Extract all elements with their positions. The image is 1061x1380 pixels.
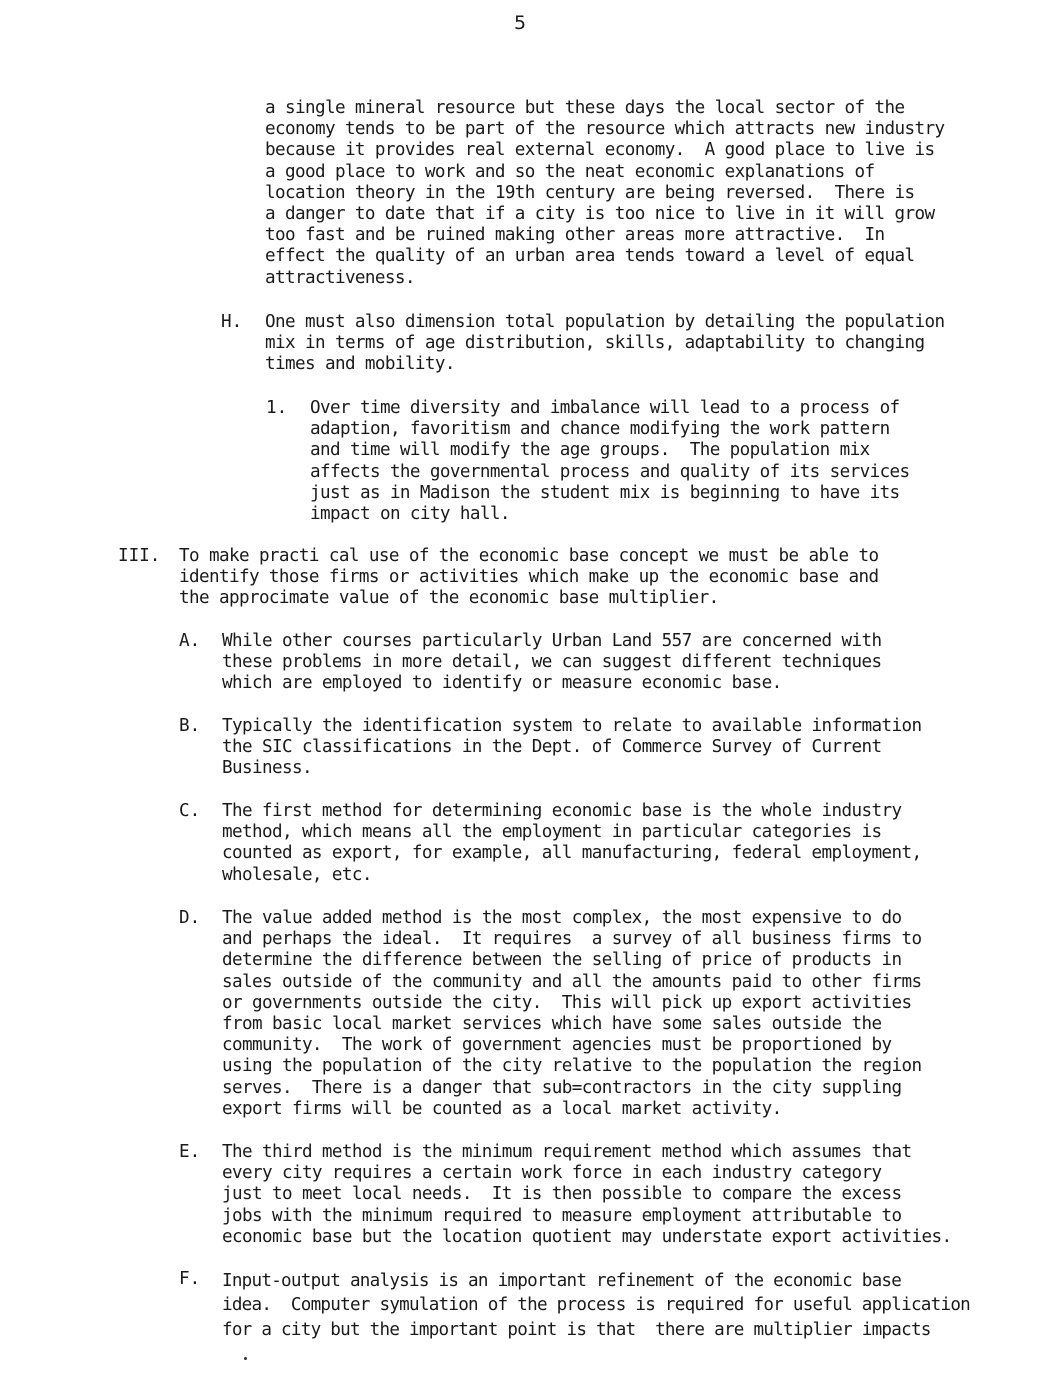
text-line: which are employed to identify or measure economic base. [222, 673, 782, 694]
text-line: To make practi cal use of the economic base concept we must be able to [179, 546, 879, 566]
item-marker-b: B. [179, 716, 201, 736]
text-line: Business. [222, 758, 312, 779]
text-line: just to meet local needs. It is then possible to compare the excess [222, 1184, 902, 1205]
section-marker-iii: III. [118, 546, 161, 566]
item-b-paragraph [222, 716, 921, 780]
item-d-paragraph [222, 908, 921, 1120]
item-marker-a: A. [179, 631, 201, 651]
text-line: or governments outside the city. This will pick up export activities [222, 992, 912, 1013]
scan-speck [244, 1357, 247, 1360]
text-line: from basic local market services which have some sales outside the [222, 1014, 882, 1035]
item-f-paragraph [222, 1269, 970, 1342]
item-marker-h: H. [221, 312, 243, 332]
item-a-paragraph [222, 631, 882, 695]
text-line: serves. There is a danger that sub=contractors in the city suppling [222, 1077, 902, 1098]
text-line: idea. Computer symulation of the process is required for useful application [222, 1295, 971, 1316]
text-line: community. The work of government agencies must be proportioned by [222, 1035, 892, 1056]
text-line: economic base but the location quotient may understate export activities. [222, 1226, 952, 1247]
text-line: the approcimate value of the economic base multiplier. [179, 588, 719, 609]
item-e-paragraph [222, 1142, 951, 1248]
item-marker-h1: 1. [266, 398, 288, 418]
text-line: and time will modify the age groups. The population mix [310, 440, 870, 461]
text-line: attractiveness. [265, 267, 415, 288]
text-line: Over time diversity and imbalance will lead to a process of [310, 398, 900, 418]
page-number: 5 [513, 12, 527, 34]
text-line: a single mineral resource but these days the local sector of the [265, 98, 905, 118]
text-line: sales outside of the community and all the amounts paid to other firms [222, 971, 922, 992]
text-line: The third method is the minimum requirement method which assumes that [222, 1142, 912, 1162]
text-line: While other courses particularly Urban Land 557 are concerned with [222, 631, 882, 651]
text-line: times and mobility. [265, 354, 455, 375]
text-line: counted as export, for example, all manufacturing, federal employment, [222, 843, 922, 864]
text-line: the SIC classifications in the Dept. of Commerce Survey of Current [222, 737, 882, 758]
text-line: location theory in the 19th century are being reversed. There is [265, 182, 915, 203]
text-line: affects the governmental process and quality of its services [310, 461, 910, 482]
text-line: The first method for determining economic base is the whole industry [222, 801, 902, 821]
item-marker-c: C. [179, 801, 201, 821]
text-line: wholesale, etc. [222, 864, 372, 885]
text-line: economy tends to be part of the resource which attracts new industry [265, 119, 945, 140]
text-line: jobs with the minimum required to measure employment attributable to [222, 1205, 902, 1226]
text-line: mix in terms of age distribution, skills, adaptability to changing [265, 333, 925, 354]
text-line: Typically the identification system to relate to available information [222, 716, 922, 736]
text-line: identify those firms or activities which make up the economic base and [179, 567, 879, 588]
text-line: One must also dimension total population by detailing the population [265, 312, 945, 332]
text-line: method, which means all the employment in particular categories is [222, 822, 882, 843]
text-line: adaption, favoritism and chance modifying the work pattern [310, 419, 890, 440]
item-marker-f: F. [179, 1269, 201, 1289]
text-line: Input-output analysis is an important refinement of the economic base [222, 1271, 902, 1291]
text-line: determine the difference between the selling of price of products in [222, 950, 902, 971]
text-line: just as in Madison the student mix is beginning to have its [310, 482, 900, 503]
text-line: The value added method is the most complex, the most expensive to do [222, 908, 902, 928]
item-marker-d: D. [179, 908, 201, 928]
text-line: impact on city hall. [310, 504, 510, 525]
text-line: and perhaps the ideal. It requires a survey of all business firms to [222, 929, 922, 950]
item-marker-e: E. [179, 1142, 201, 1162]
section-iii-paragraph [179, 546, 878, 610]
text-line: a good place to work and so the neat economic explanations of [265, 161, 875, 182]
text-line: because it provides real external economy. A good place to live is [265, 140, 935, 161]
item-h-paragraph [265, 312, 944, 376]
intro-paragraph [265, 98, 944, 289]
text-line: these problems in more detail, we can suggest different techniques [222, 652, 882, 673]
item-c-paragraph [222, 801, 921, 886]
text-line: effect the quality of an urban area tends toward a level of equal [265, 246, 915, 267]
text-line: using the population of the city relative to the population the region [222, 1056, 922, 1077]
text-line: export firms will be counted as a local market activity. [222, 1098, 782, 1119]
text-line: a danger to date that if a city is too nice to live in it will grow [265, 204, 935, 225]
text-line: for a city but the important point is that there are multiplier impacts [222, 1319, 931, 1340]
text-line: every city requires a certain work force in each industry category [222, 1163, 882, 1184]
text-line: too fast and be ruined making other areas more attractive. In [265, 225, 885, 246]
item-h1-paragraph [310, 398, 910, 525]
